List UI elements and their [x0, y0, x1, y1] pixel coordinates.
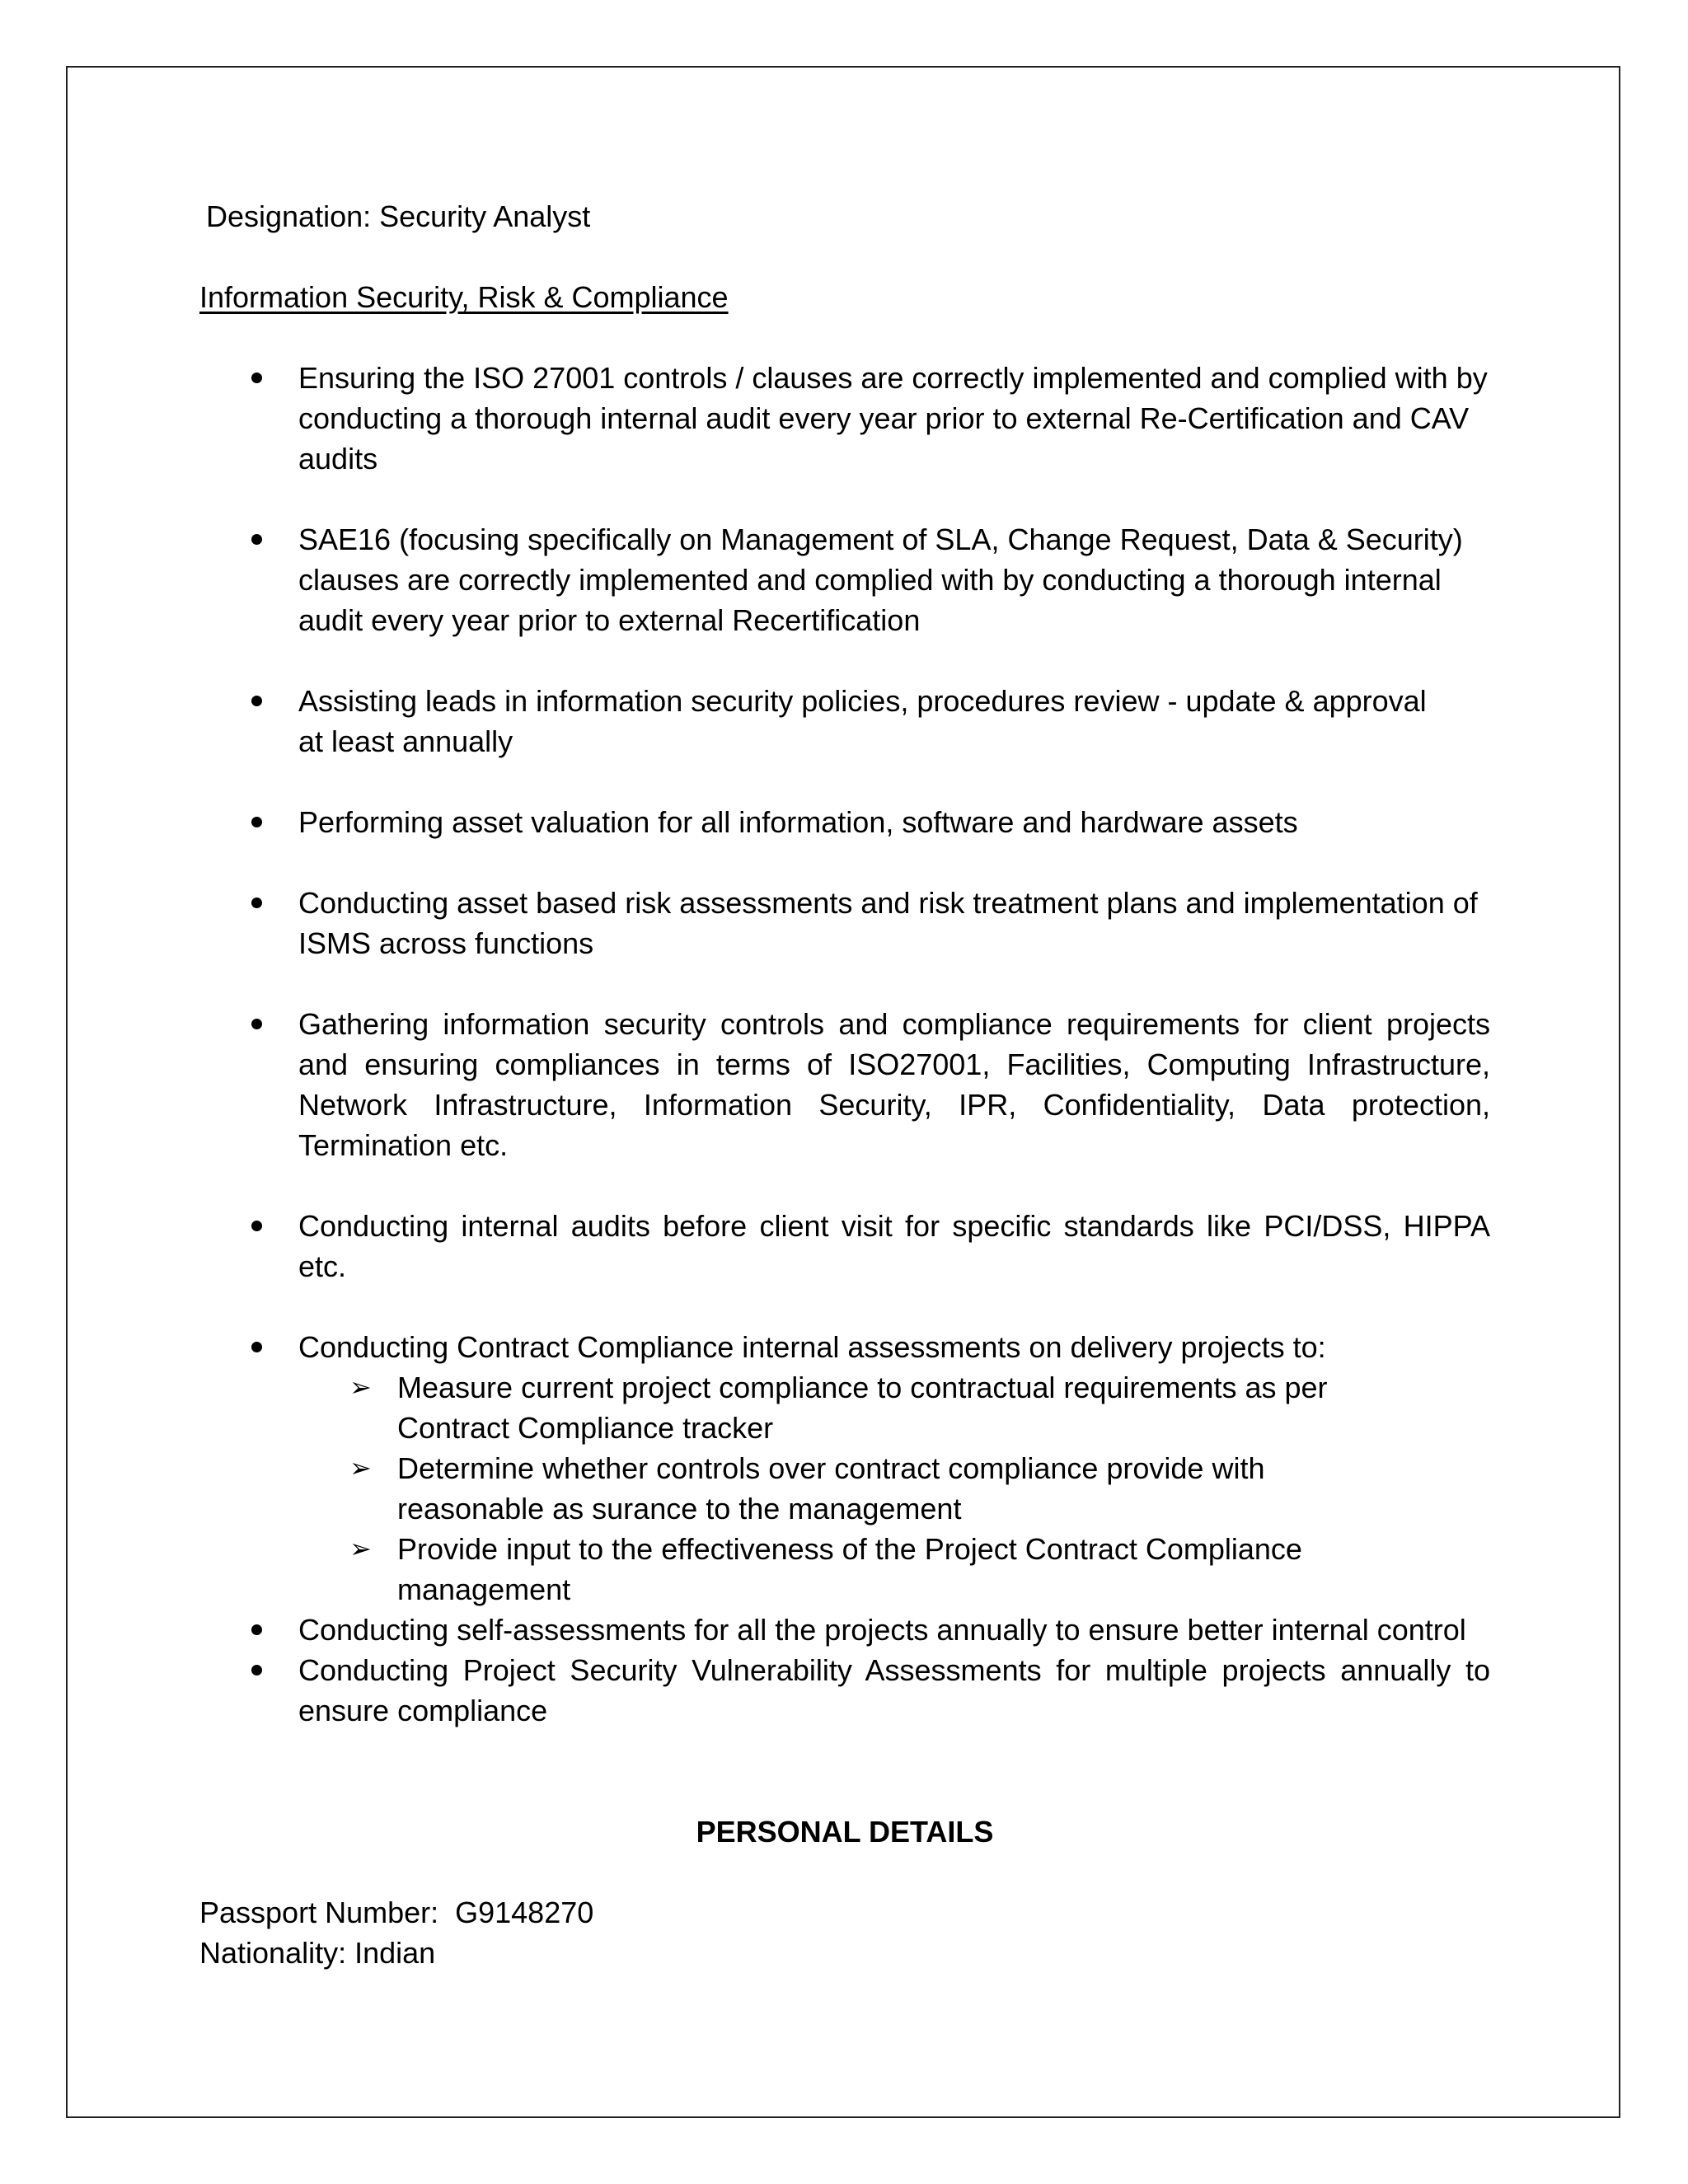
sub-list [298, 1367, 1411, 1610]
arrow-bullet-icon: ➢ [349, 1534, 372, 1563]
bullet-icon [251, 1342, 262, 1352]
sub-list-item [298, 1448, 1411, 1529]
list-item [199, 358, 1490, 479]
list-item [199, 681, 1452, 762]
personal-details-heading: PERSONAL DETAILS [696, 1815, 994, 1849]
list-item [199, 802, 1490, 842]
bullet-icon [251, 373, 262, 383]
bullet-icon [251, 534, 262, 545]
bullet-icon [251, 1665, 262, 1675]
list-item-text: Assisting leads in information security policies, procedures review - update & approval at least annually [298, 684, 1427, 758]
section-title: Information Security, Risk & Compliance [199, 280, 729, 314]
list-item [199, 1206, 1490, 1286]
list-item-text: Ensuring the ISO 27001 controls / clauses are correctly implemented and complied with by conducting a thorough internal audit every year prior to external Re-Certification and CAV audits [298, 361, 1488, 476]
sub-list-item [298, 1367, 1411, 1448]
list-item-text: Conducting Contract Compliance internal assessments on delivery projects to: [298, 1330, 1326, 1364]
sub-list-item-text: Determine whether controls over contract compliance provide with reasonable as surance to the management [397, 1451, 1265, 1526]
document-content [199, 196, 1490, 1973]
list-item-text: Conducting self-assessments for all the projects annually to ensure better internal control [298, 1613, 1466, 1647]
list-item-text: Performing asset valuation for all information, software and hardware assets [298, 805, 1298, 839]
nationality: Nationality: Indian [199, 1936, 436, 1970]
bullet-icon [251, 696, 262, 706]
responsibility-list [199, 358, 1490, 1731]
list-item [199, 883, 1490, 963]
sub-list-item-text: Provide input to the effectiveness of the Project Contract Compliance management [397, 1532, 1302, 1606]
list-item [199, 519, 1490, 640]
list-item [199, 1004, 1490, 1165]
list-item [199, 1610, 1490, 1650]
passport-number: Passport Number: G9148270 [199, 1896, 594, 1929]
list-item-text: SAE16 (focusing specifically on Management of SLA, Change Request, Data & Security) clauses are correctly implemented and complied with by conducting a thorough internal audit every year prior to external Recertification [298, 523, 1463, 637]
arrow-bullet-icon: ➢ [349, 1453, 372, 1483]
bullet-icon [251, 817, 262, 827]
designation: Designation: Security Analyst [206, 199, 591, 233]
list-item-text: Conducting internal audits before client visit for specific standards like PCI/DSS, HIPPA etc. [298, 1209, 1490, 1283]
arrow-bullet-icon: ➢ [349, 1372, 372, 1402]
bullet-icon [251, 1019, 262, 1029]
sub-list-item [298, 1529, 1345, 1610]
list-item-text: Gathering information security controls and compliance requirements for client projects and ensuring compliances in terms of ISO27001, Facilities, Computing Infrastructure, Network Infrastructure, Information Security, IPR, Confidentiality, Data protection, Termination etc. [298, 1007, 1490, 1162]
list-item-text: Conducting Project Security Vulnerability Assessments for multiple projects annually to ensure compliance [298, 1653, 1490, 1727]
list-item [199, 1327, 1490, 1610]
sub-list-item-text: Measure current project compliance to contractual requirements as per Contract Compliance tracker [397, 1371, 1328, 1445]
bullet-icon [251, 1624, 262, 1635]
list-item [199, 1650, 1490, 1731]
bullet-icon [251, 1221, 262, 1231]
bullet-icon [251, 898, 262, 908]
list-item-text: Conducting asset based risk assessments and risk treatment plans and implementation of ISMS across functions [298, 886, 1478, 960]
